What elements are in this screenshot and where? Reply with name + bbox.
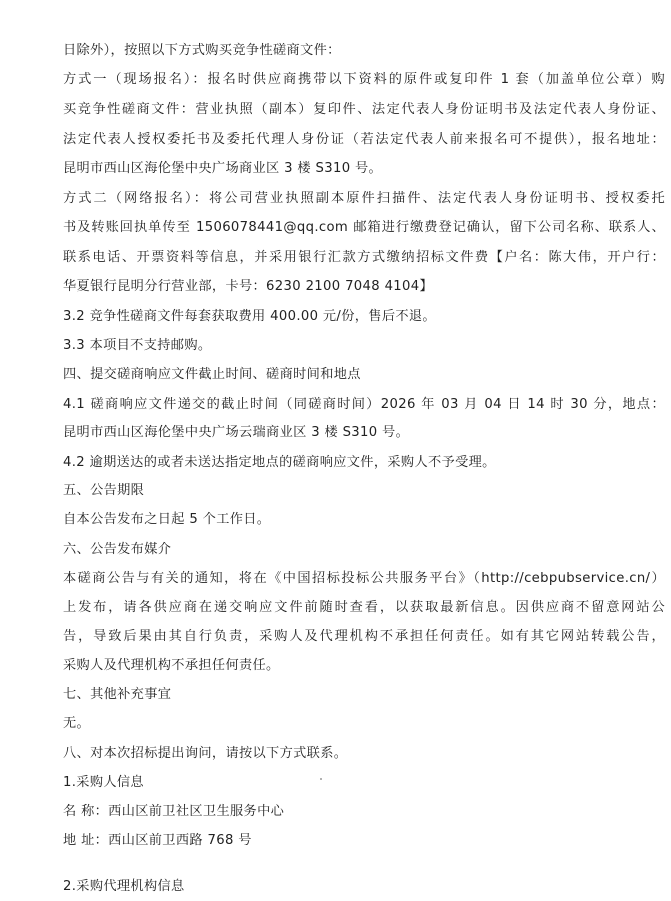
section-heading: 五、公告期限 [63,483,145,498]
subsection-heading: 1.采购人信息 [63,775,144,790]
subsection-heading: 2.采购代理机构信息 [63,879,185,894]
text-line: 方式一（现场报名）：报名时供应商携带以下资料的原件或复印件 1 套（加盖单位公章）购 [63,72,665,87]
text-line: 3.2 竞争性磋商文件每套获取费用 400.00 元/份，售后不退。 [63,309,436,324]
section-heading: 六、公告发布媒介 [63,542,172,557]
text-line: 昆明市西山区海伦堡中央广场云瑞商业区 3 楼 S310 号。 [63,425,410,440]
text-line: 日除外），按照以下方式购买竞争性磋商文件： [63,43,341,58]
text-line: 名 称：西山区前卫社区卫生服务中心 [63,804,285,819]
text-line: 方式二（网络报名）：将公司营业执照副本原件扫描件、法定代表人身份证明书、授权委托 [63,191,665,206]
text-line: 4.1 磋商响应文件递交的截止时间（同磋商时间）2026 年 03 月 04 日 14 时 30 分，地点： [63,397,665,412]
text-line: 昆明市西山区海伦堡中央广场商业区 3 楼 S310 号。 [63,161,383,176]
text-line: 法定代表人授权委托书及委托代理人身份证（若法定代表人前来报名可不提供），报名地址： [63,132,665,147]
text-line: 无。 [63,716,91,731]
text-line: 上发布，请各供应商在递交响应文件前随时查看，以获取最新信息。因供应商不留意网站公 [63,600,665,615]
text-line: 自本公告发布之日起 5 个工作日。 [63,512,271,527]
text-line: 本磋商公告与有关的通知，将在《中国招标投标公共服务平台》（http://cebpubservice.cn/） [63,571,665,586]
text-line: 采购人及代理机构不承担任何责任。 [63,658,280,673]
scan-speck [320,778,322,780]
text-line: 华夏银行昆明分行营业部，卡号：6230 2100 7048 4104】 [63,279,434,294]
text-line: 3.3 本项目不支持邮购。 [63,338,212,353]
text-line: 买竞争性磋商文件：营业执照（副本）复印件、法定代表人身份证明书及法定代表人身份证、 [63,102,665,117]
text-line: 4.2 逾期送达的或者未送达指定地点的磋商响应文件，采购人不予受理。 [63,455,496,470]
text-line: 告，导致后果由其自行负责，采购人及代理机构不承担任何责任。如有其它网站转载公告， [63,629,665,644]
text-line: 联系电话、开票资料等信息，并采用银行汇款方式缴纳招标文件费【户名：陈大伟，开户行： [63,250,665,265]
section-heading: 四、提交磋商响应文件截止时间、磋商时间和地点 [63,367,361,382]
text-line: 地 址：西山区前卫西路 768 号 [63,833,252,848]
section-heading: 八、对本次招标提出询问，请按以下方式联系。 [63,746,348,761]
text-line: 书及转账回执单传至 1506078441@qq.com 邮箱进行缴费登记确认，留下公司名称、联系人、 [63,220,665,235]
section-heading: 七、其他补充事宜 [63,687,172,702]
